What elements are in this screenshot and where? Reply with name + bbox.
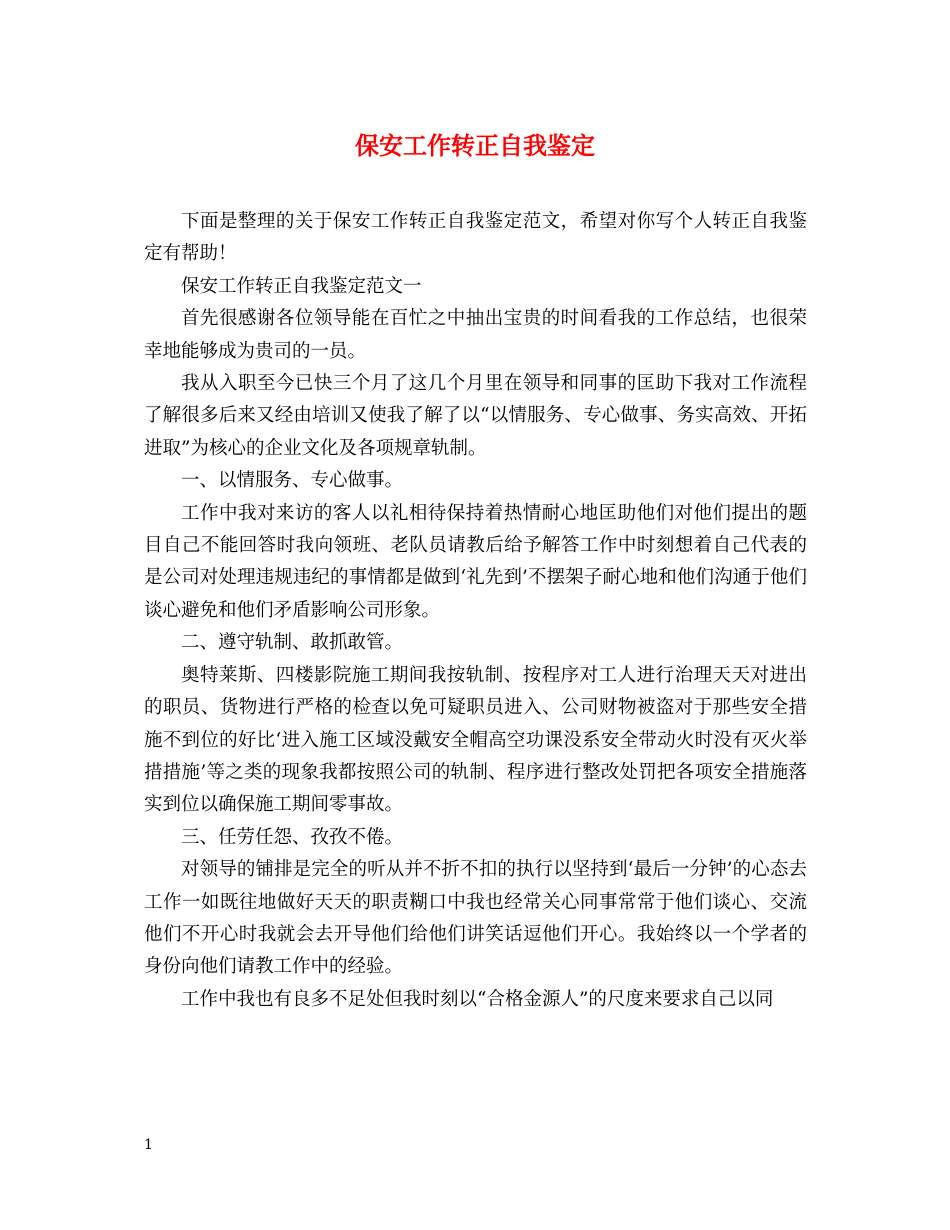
paragraph-shortcomings: 工作中我也有良多不足处但我时刻以“合格金源人”的尺度来要求自己以同 (181, 988, 774, 1010)
paragraph-intro: 下面是整理的关于保安工作转正自我鉴定范文，希望对你写个人转正自我鉴定有帮助！ (144, 211, 807, 265)
document-body (144, 206, 807, 1016)
paragraph-thanks: 首先很感谢各位领导能在百忙之中抽出宝贵的时间看我的工作总结，也很荣幸地能够成为贵司的一员。 (144, 308, 807, 362)
page-number: 1 (144, 1137, 153, 1153)
section-heading-3: 三、任劳任怨、孜孜不倦。 (181, 826, 404, 848)
paragraph-section-3: 对领导的铺排是完全的听从并不折不扣的执行以坚持到‘最后一分钟’的心态去工作一如既往地做好天天的职责糊口中我也经常关心同事常常于他们谈心、交流他们不开心时我就会去开导他们给他们讲笑话逗他们开心。我始终以一个学者的身份向他们请教工作中的经验。 (144, 859, 807, 978)
paragraph-onboarding: 我从入职至今已快三个月了这几个月里在领导和同事的匡助下我对工作流程了解很多后来又经由培训又使我了解了以“以情服务、专心做事、务实高效、开拓进取”为核心的企业文化及各项规章轨制。 (144, 373, 807, 459)
section-heading-2: 二、遵守轨制、敢抓敢管。 (181, 632, 404, 654)
document-title: 保安工作转正自我鉴定 (355, 131, 595, 160)
paragraph-section-2: 奥特莱斯、四楼影院施工期间我按轨制、按程序对工人进行治理天天对进出的职员、货物进行严格的检查以免可疑职员进入、公司财物被盗对于那些安全措施不到位的好比‘进入施工区域没戴安全帽高空功课没系安全带动火时没有灭火举措措施’等之类的现象我都按照公司的轨制、程序进行整改处罚把各项安全措施落实到位以确保施工期间零事故。 (144, 664, 807, 816)
paragraph-sample-heading: 保安工作转正自我鉴定范文一 (181, 275, 422, 297)
section-heading-1: 一、以情服务、专心做事。 (181, 470, 404, 492)
paragraph-section-1: 工作中我对来访的客人以礼相待保持着热情耐心地匡助他们对他们提出的题目自己不能回答时我向领班、老队员请教后给予解答工作中时刻想着自己代表的是公司对处理违规违纪的事情都是做到‘礼先到’不摆架子耐心地和他们沟通于他们谈心避免和他们矛盾影响公司形象。 (144, 502, 807, 621)
